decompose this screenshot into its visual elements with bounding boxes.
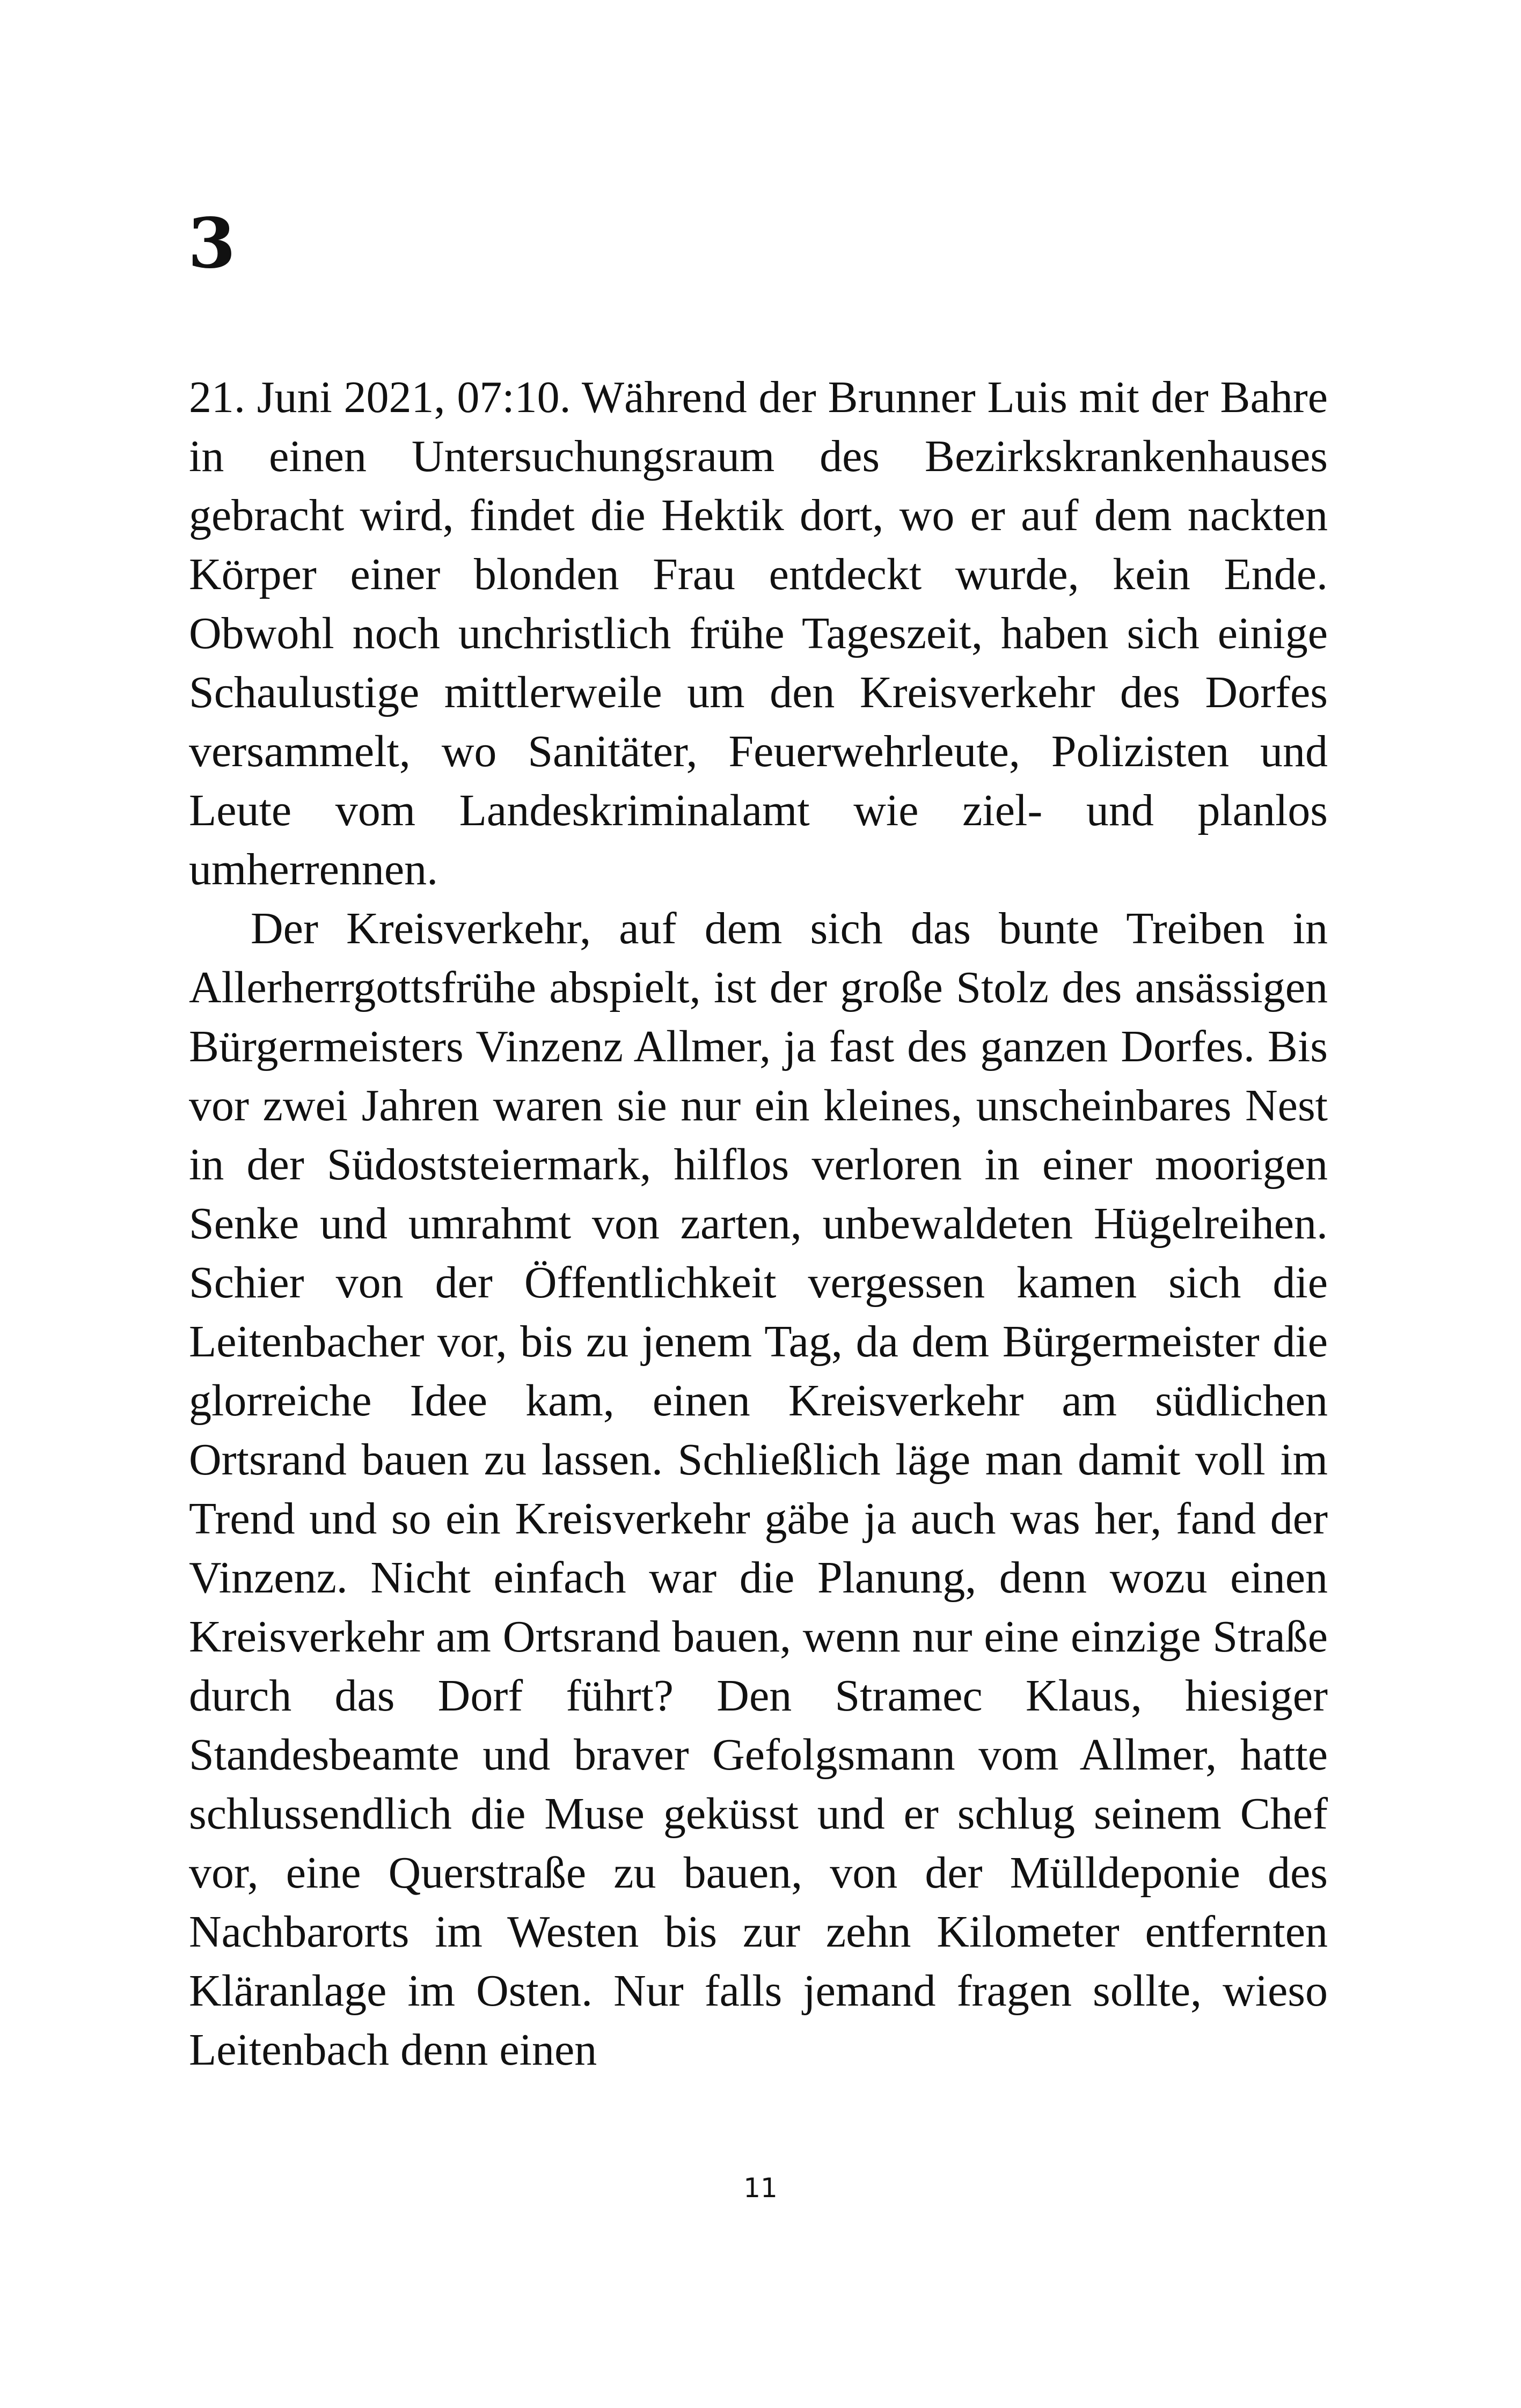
page-number: 11 [743,2172,778,2204]
paragraph: 21. Juni 2021, 07:10. Während der Brunner Luis mit der Bahre in einen Untersuchungsraum des Bezirkskrankenhauses gebracht wird, findet die Hektik dort, wo er auf dem nackten Körper einer blonden Frau entdeckt wurde, kein Ende. Obwohl noch unchristlich frühe Tageszeit, haben sich einige Schaulustige mittlerweile um den Kreisverkehr des Dorfes versammelt, wo Sanitäter, Feuerwehrleute, Polizisten und Leute vom Landeskriminalamt wie ziel- und planlos umherrennen. [189,372,1328,894]
chapter-number: 3 [188,203,236,284]
body-text [189,368,1328,2080]
paragraph: Der Kreisverkehr, auf dem sich das bunte Treiben in Allerherrgottsfrühe abspielt, ist der große Stolz des ansässigen Bürgermeisters Vinzenz Allmer, ja fast des ganzen Dorfes. Bis vor zwei Jahren waren sie nur ein kleines, unscheinbares Nest in der Südoststeiermark, hilflos verloren in einer moorigen Senke und umrahmt von zarten, unbewaldeten Hügelreihen. Schier von der Öffentlichkeit vergessen kamen sich die Leitenbacher vor, bis zu jenem Tag, da dem Bürgermeister die glorreiche Idee kam, einen Kreisverkehr am südlichen Ortsrand bauen zu lassen. Schließlich läge man damit voll im Trend und so ein Kreisverkehr gäbe ja auch was her, fand der Vinzenz. Nicht einfach war die Planung, denn wozu einen Kreisverkehr am Ortsrand bauen, wenn nur eine einzige Straße durch das Dorf führt? Den Stramec Klaus, hiesiger Standesbeamte und braver Gefolgsmann vom Allmer, hatte schlussendlich die Muse geküsst und er schlug seinem Chef vor, eine Querstraße zu bauen, von der Mülldeponie des Nachbarorts im Westen bis zur zehn Kilometer entfernten Kläranlage im Osten. Nur falls jemand fragen sollte, wieso Leitenbach denn einen [189,904,1328,2075]
